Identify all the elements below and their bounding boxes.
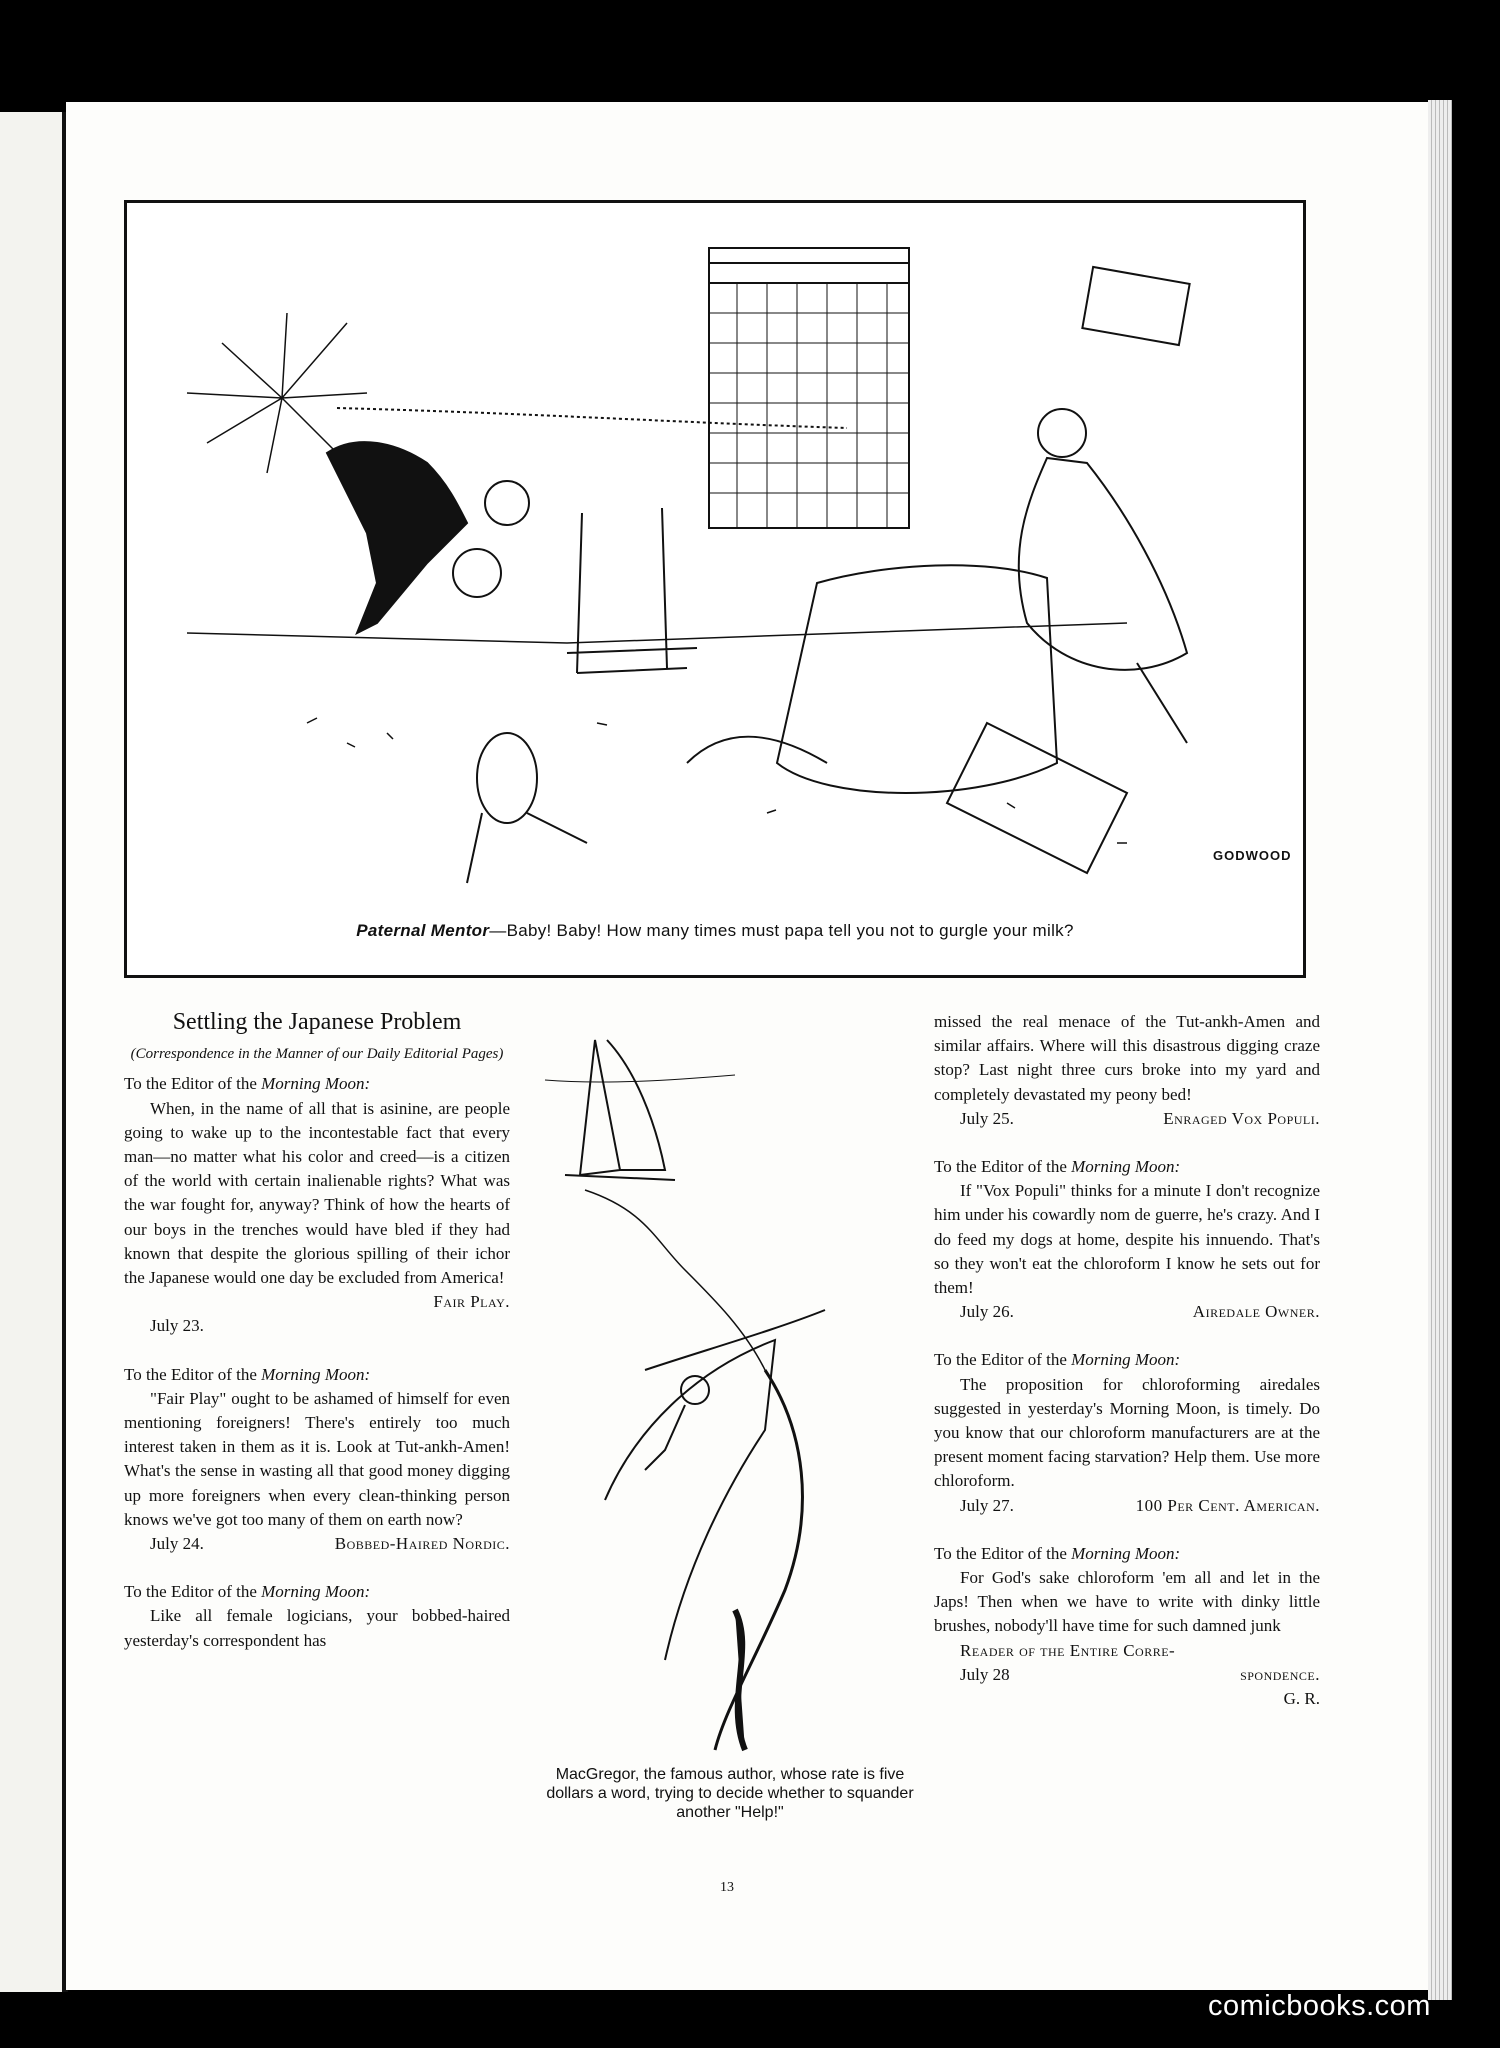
caption-speaker: Paternal Mentor	[356, 921, 490, 940]
letter-header: To the Editor of the Morning Moon:	[934, 1350, 1181, 1370]
left-column	[124, 1010, 510, 1653]
letter-signoff: July 28 spondence.	[960, 1664, 1320, 1684]
letter-signoff: July 25. Enraged Vox Populi.	[960, 1108, 1320, 1128]
letter-body: If "Vox Populi" thinks for a minute I don't recognize him under his cowardly nom de guerre, he's crazy. And I do feed my dogs at home, despite his innuendo. That's so they won't eat the chloroform I know he sets out for them!	[934, 1181, 1320, 1298]
author-illustration	[525, 1010, 935, 1770]
right-column	[934, 1010, 1320, 1711]
letter-initials: G. R.	[1283, 1689, 1320, 1709]
article-title: Settling the Japanese Problem	[172, 1009, 462, 1035]
letter-body-continued: missed the real menace of the Tut-ankh-Amen and similar affairs. Where will this disastrous digging craze stop? Last night three curs broke into my yard and completely devastated my peony bed!	[934, 1012, 1320, 1104]
letter-signoff: July 26. Airedale Owner.	[960, 1302, 1320, 1322]
letter-body: Like all female logicians, your bobbed-haired yesterday's correspondent has	[124, 1606, 510, 1650]
letter-header: To the Editor of the Morning Moon:	[124, 1582, 371, 1602]
artist-signature: GODWOOD	[1213, 848, 1292, 863]
letter-body: The proposition for chloroforming airedales suggested in yesterday's Morning Moon, is timely. Do you know that our chloroform manufacturers are at the present moment facing starvation? Help them. Use more chloroform.	[934, 1374, 1320, 1491]
caption-text: —Baby! Baby! How many times must papa tell you not to gurgle your milk?	[489, 921, 1074, 940]
letter-header: To the Editor of the Morning Moon:	[124, 1364, 371, 1384]
letter-header: To the Editor of the Morning Moon:	[934, 1157, 1181, 1177]
letter-signer: Fair Play.	[433, 1292, 510, 1312]
article-subtitle: (Correspondence in the Manner of our Daily Editorial Pages)	[130, 1046, 504, 1063]
watermark: comicbooks.com	[1208, 1990, 1431, 2022]
cartoon-panel	[124, 200, 1306, 978]
letter-body: "Fair Play" ought to be ashamed of himself for even mentioning foreigners! There's entirely too much interest taken in them as it is. Look at Tut-ankh-Amen! What's the sense in wasting all that good money digging up more foreigners when every clean-thinking person knows we've got too many of them on earth now?	[124, 1388, 510, 1529]
illustration-caption: MacGregor, the famous author, whose rate is five dollars a word, trying to decide whether to squander another "Help!"	[546, 1766, 914, 1821]
facing-page-edge	[0, 112, 68, 1992]
letter-signer: Reader of the Entire Corre-	[960, 1640, 1176, 1660]
page-stack-edge	[1428, 100, 1452, 2000]
letter-header: To the Editor of the Morning Moon:	[124, 1074, 371, 1094]
letter-signoff: July 27. 100 Per Cent. American.	[960, 1495, 1320, 1515]
letter-date: July 23.	[150, 1316, 204, 1336]
page-number: 13	[720, 1880, 734, 1895]
cartoon-caption	[127, 921, 1303, 941]
cartoon-illustration	[127, 203, 1303, 975]
letter-body: For God's sake chloroform 'em all and let in the Japs! Then when we have to write with dinky little brushes, nobody'll have time for such damned junk	[934, 1568, 1320, 1636]
letter-signoff: July 24. Bobbed-Haired Nordic.	[150, 1534, 510, 1554]
letter-header: To the Editor of the Morning Moon:	[934, 1543, 1181, 1563]
letter-body: When, in the name of all that is asinine, are people going to wake up to the incontestable fact that every man—no matter what his color and creed—is a citizen of the world with certain inalienable rights? What was the war fought for, anyway? Think of how the hearts of our boys in the trenches would have bled if they had known that despite the glorious spilling of their ichor the Japanese would one day be excluded from America!	[124, 1098, 510, 1288]
